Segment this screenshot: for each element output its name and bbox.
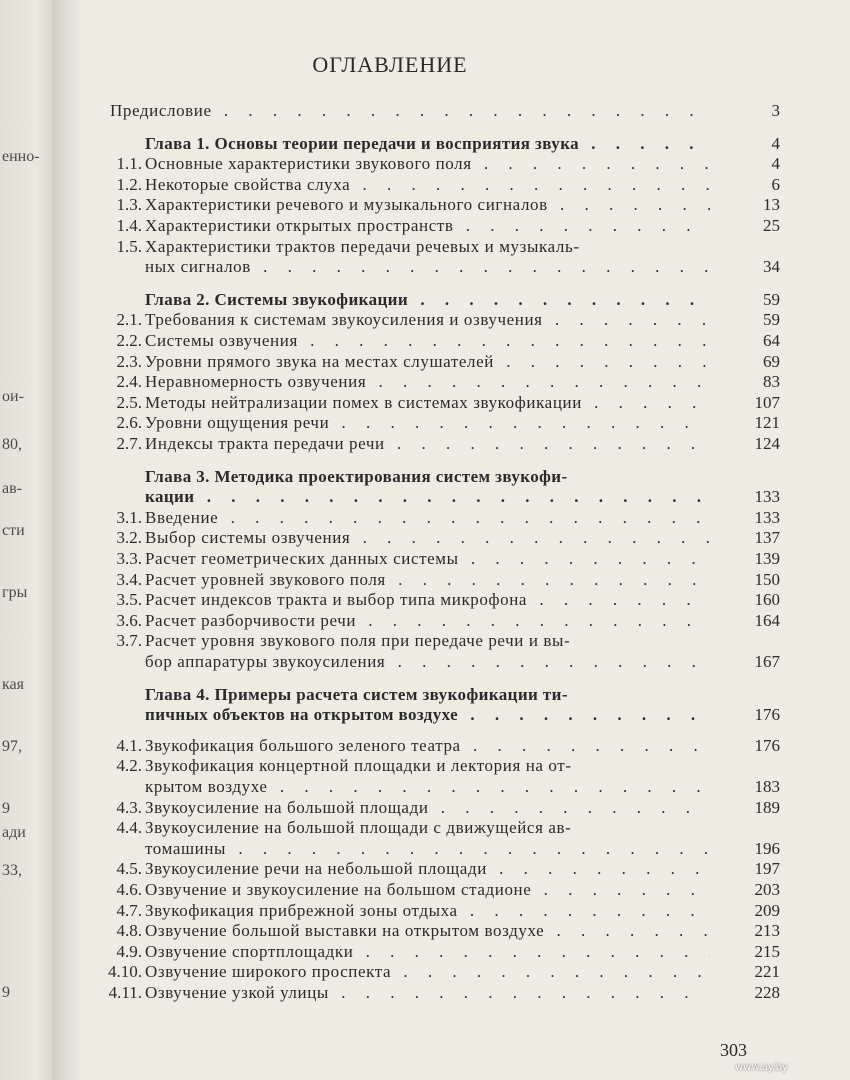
- toc-entry: [80, 508, 780, 528]
- toc-entry-title: Выбор системы озвучения . . .: [145, 528, 710, 548]
- toc-entry-number: 4.1.: [116, 736, 142, 755]
- toc-entry: [80, 756, 780, 776]
- toc-entry-number: 1.5.: [116, 237, 142, 256]
- toc-entry-title: Звукоусиление речи на небольшой площади . . .: [145, 859, 710, 879]
- toc-entry-title: Предисловие . . .: [110, 101, 710, 121]
- toc-entry-page: 4: [771, 154, 780, 173]
- toc-entry-number: 4.9.: [116, 942, 142, 961]
- toc-entry-number: 2.4.: [116, 372, 142, 391]
- toc-entry-continuation: [80, 705, 780, 725]
- toc-entry-page: 197: [754, 859, 780, 878]
- toc-entry-page: 137: [754, 528, 780, 547]
- toc-entry: [80, 983, 780, 1003]
- toc-entry-continuation: [80, 777, 780, 797]
- toc-entry-number: 1.1.: [116, 154, 142, 173]
- toc-entry-number: 4.11.: [108, 983, 142, 1002]
- toc-entry: [80, 631, 780, 651]
- toc-entry-number: 4.8.: [116, 921, 142, 940]
- toc-entry-title: Звукофикация прибрежной зоны отдыха . . .: [145, 901, 710, 921]
- toc-entry-page: 59: [763, 290, 780, 309]
- toc-entry-page: 133: [754, 487, 780, 506]
- toc-entry-page: 25: [763, 216, 780, 235]
- toc-entry-number: 1.4.: [116, 216, 142, 235]
- toc-entry: [80, 434, 780, 454]
- toc-entry-number: 3.5.: [116, 590, 142, 609]
- toc-entry-number: 1.2.: [116, 175, 142, 194]
- toc-entry: [80, 590, 780, 610]
- toc-entry-page: 34: [763, 257, 780, 276]
- toc-entry-number: 3.3.: [116, 549, 142, 568]
- toc-entry-number: 4.5.: [116, 859, 142, 878]
- toc-entry-page: 3: [771, 101, 780, 120]
- toc-entry-title: Основные характеристики звукового поля . . .: [145, 154, 710, 174]
- toc-entry-number: 3.7.: [116, 631, 142, 650]
- toc-entry-number: 4.7.: [116, 901, 142, 920]
- toc-entry-page: 107: [754, 393, 780, 412]
- toc-entry: [80, 942, 780, 962]
- toc-entry-number: 4.10.: [108, 962, 142, 981]
- toc-chapter-entry: [80, 685, 780, 705]
- toc-entry-title: Расчет уровня звукового поля при передаче речи и вы-: [145, 631, 571, 650]
- page-title: ОГЛАВЛЕНИЕ: [312, 52, 468, 77]
- toc-entry-number: 4.3.: [116, 798, 142, 817]
- book-page: [80, 0, 850, 1080]
- toc-entry: [80, 393, 780, 413]
- toc-entry-title: Системы озвучения . . .: [145, 331, 710, 351]
- toc-entry-number: 2.1.: [116, 310, 142, 329]
- book-gutter: [52, 0, 80, 1080]
- toc-entry-page: 160: [754, 590, 780, 609]
- previous-page-text-fragment: 33,: [2, 862, 22, 879]
- toc-entry: [80, 154, 780, 174]
- toc-entry-page: 133: [754, 508, 780, 527]
- toc-entry-page: 189: [754, 798, 780, 817]
- previous-page-text-fragment: енно-: [2, 148, 40, 165]
- toc-entry-title: Звукоусиление на большой площади . . .: [145, 798, 710, 818]
- toc-entry-title-continuation: крытом воздухе . . .: [145, 777, 710, 797]
- toc-entry: [80, 962, 780, 982]
- toc-entry: [80, 921, 780, 941]
- toc-entry-page: 164: [754, 611, 780, 630]
- toc-entry-title: Глава 3. Методика проектирования систем звукофи-: [145, 467, 568, 486]
- toc-entry-title: Расчет разборчивости речи . . .: [145, 611, 710, 631]
- toc-entry: [80, 798, 780, 818]
- toc-entry-title: Озвучение большой выставки на открытом воздухе . . .: [145, 921, 710, 941]
- toc-entry-title: Расчет уровней звукового поля . . .: [145, 570, 710, 590]
- toc-chapter-entry: [80, 134, 780, 154]
- toc-entry: [80, 818, 780, 838]
- previous-page-text-fragment: гры: [2, 584, 28, 601]
- previous-page-text-fragment: 97,: [2, 738, 22, 755]
- toc-entry-number: 2.5.: [116, 393, 142, 412]
- toc-entry: [80, 175, 780, 195]
- toc-entry: [80, 901, 780, 921]
- toc-entry-title: Озвучение широкого проспекта . . .: [145, 962, 710, 982]
- toc-entry-page: 150: [754, 570, 780, 589]
- toc-entry: [80, 413, 780, 433]
- toc-entry-number: 4.2.: [116, 756, 142, 775]
- toc-chapter-entry: [80, 290, 780, 310]
- toc-entry-title: Глава 1. Основы теории передачи и восприятия звука . . .: [145, 134, 710, 154]
- toc-entry-title: Звукофикация концертной площадки и лектория на от-: [145, 756, 572, 775]
- toc-entry-number: 1.3.: [116, 195, 142, 214]
- toc-entry: [80, 736, 780, 756]
- toc-entry-title: Глава 2. Системы звукофикации . . .: [145, 290, 710, 310]
- toc-entry-title: Озвучение спортплощадки . . .: [145, 942, 710, 962]
- toc-entry-title: Озвучение и звукоусиление на большом стадионе . . .: [145, 880, 710, 900]
- toc-entry-page: 167: [754, 652, 780, 671]
- toc-entry-page: 213: [754, 921, 780, 940]
- watermark: www.ay.by: [735, 1062, 788, 1073]
- toc-entry: [80, 237, 780, 257]
- toc-entry-number: 3.1.: [116, 508, 142, 527]
- toc-entry-page: 64: [763, 331, 780, 350]
- toc-entry-number: 3.2.: [116, 528, 142, 547]
- toc-entry-page: 215: [754, 942, 780, 961]
- toc-entry-title: Расчет индексов тракта и выбор типа микрофона . . .: [145, 590, 710, 610]
- toc-entry-title-continuation: ных сигналов . . .: [145, 257, 710, 277]
- toc-entry-title-continuation: бор аппаратуры звукоусиления . . .: [145, 652, 710, 672]
- toc-entry: [80, 372, 780, 392]
- toc-entry-title-continuation: пичных объектов на открытом воздухе . . .: [145, 705, 710, 725]
- toc-entry-page: 196: [754, 839, 780, 858]
- page-number: 303: [720, 1040, 747, 1060]
- toc-entry: [80, 101, 780, 121]
- toc-entry-number: 3.6.: [116, 611, 142, 630]
- toc-entry-page: 4: [771, 134, 780, 153]
- toc-entry: [80, 352, 780, 372]
- toc-entry-title: Озвучение узкой улицы . . .: [145, 983, 710, 1003]
- toc-entry-title: Требования к системам звукоусиления и озвучения . . .: [145, 310, 710, 330]
- toc-entry-page: 203: [754, 880, 780, 899]
- toc-entry-page: 6: [771, 175, 780, 194]
- toc-entry-continuation: [80, 257, 780, 277]
- toc-entry-continuation: [80, 487, 780, 507]
- toc-chapter-entry: [80, 467, 780, 487]
- toc-entry-page: 209: [754, 901, 780, 920]
- toc-entry-title: Характеристики трактов передачи речевых и музыкаль-: [145, 237, 580, 256]
- toc-entry-page: 59: [763, 310, 780, 329]
- toc-entry-title: Расчет геометрических данных системы . . .: [145, 549, 710, 569]
- toc-entry-page: 13: [763, 195, 780, 214]
- toc-entry-page: 121: [754, 413, 780, 432]
- toc-entry: [80, 880, 780, 900]
- toc-entry-page: 176: [754, 736, 780, 755]
- toc-entry-number: 2.2.: [116, 331, 142, 350]
- toc-entry-number: 2.7.: [116, 434, 142, 453]
- toc-entry-title: Некоторые свойства слуха . . .: [145, 175, 710, 195]
- toc-entry-title: Уровни прямого звука на местах слушателей . . .: [145, 352, 710, 372]
- toc-entry-title-continuation: томашины . . .: [145, 839, 710, 859]
- toc-entry-title-continuation: кации . . .: [145, 487, 710, 507]
- toc-entry-number: 2.3.: [116, 352, 142, 371]
- toc-entry: [80, 570, 780, 590]
- toc-entry-number: 3.4.: [116, 570, 142, 589]
- toc-entry: [80, 528, 780, 548]
- previous-page-text-fragment: кая: [2, 676, 24, 693]
- toc-entry: [80, 195, 780, 215]
- previous-page-text-fragment: сти: [2, 522, 25, 539]
- toc-entry: [80, 310, 780, 330]
- toc-entry: [80, 611, 780, 631]
- toc-entry: [80, 331, 780, 351]
- toc-entry-page: 83: [763, 372, 780, 391]
- previous-page-text-fragment: 9: [2, 984, 10, 1001]
- toc-entry-number: 4.4.: [116, 818, 142, 837]
- previous-page-text-fragment: 80,: [2, 436, 22, 453]
- previous-page-text-fragment: ав-: [2, 480, 22, 497]
- toc-entry-continuation: [80, 652, 780, 672]
- toc-entry-page: 124: [754, 434, 780, 453]
- toc-entry-title: Индексы тракта передачи речи . . .: [145, 434, 710, 454]
- toc-entry-number: 2.6.: [116, 413, 142, 432]
- toc-entry-page: 69: [763, 352, 780, 371]
- toc-entry-page: 228: [754, 983, 780, 1002]
- toc-entry-page: 183: [754, 777, 780, 796]
- toc-entry-continuation: [80, 839, 780, 859]
- previous-page-text-fragment: 9: [2, 800, 10, 817]
- toc-entry-number: 4.6.: [116, 880, 142, 899]
- toc-entry-page: 221: [754, 962, 780, 981]
- toc-entry-title: Характеристики речевого и музыкального сигналов . . .: [145, 195, 710, 215]
- toc-entry-title: Характеристики открытых пространств . . .: [145, 216, 710, 236]
- previous-page-text-fragment: ои-: [2, 388, 24, 405]
- toc-entry-title: Звукофикация большого зеленого театра . . .: [145, 736, 710, 756]
- toc-entry-title: Глава 4. Примеры расчета систем звукофикации ти-: [145, 685, 568, 704]
- toc-entry-title: Звукоусиление на большой площади с движущейся ав-: [145, 818, 572, 837]
- toc-entry-title: Введение . . .: [145, 508, 710, 528]
- toc-entry: [80, 549, 780, 569]
- toc-entry-page: 139: [754, 549, 780, 568]
- toc-entry: [80, 859, 780, 879]
- toc-entry-title: Неравномерность озвучения . . .: [145, 372, 710, 392]
- previous-page-edge: [0, 0, 52, 1080]
- toc-entry-title: Методы нейтрализации помех в системах звукофикации . . .: [145, 393, 710, 413]
- toc-entry-page: 176: [754, 705, 780, 724]
- toc-entry-title: Уровни ощущения речи . . .: [145, 413, 710, 433]
- toc-entry: [80, 216, 780, 236]
- previous-page-text-fragment: ади: [2, 824, 26, 841]
